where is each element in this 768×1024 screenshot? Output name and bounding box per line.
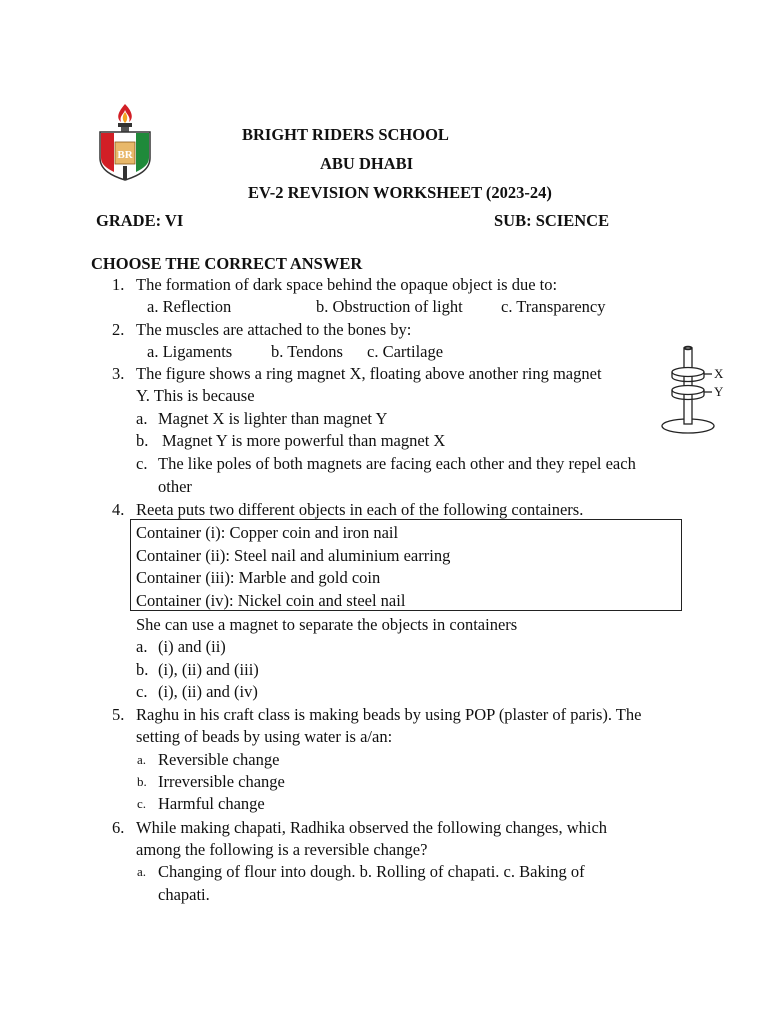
q1-number: 1. (112, 275, 125, 294)
q6-text-line2: among the following is a reversible change? (136, 840, 428, 859)
q5-option-b-letter: b. (137, 774, 147, 789)
q2-number: 2. (112, 320, 125, 339)
ring-magnet-figure (660, 344, 736, 436)
q2-option-b: b. Tendons (271, 342, 343, 361)
q2-option-c: c. Cartilage (367, 342, 444, 361)
q4-number: 4. (112, 500, 125, 519)
q6-text-line1: While making chapati, Radhika observed the following changes, which (136, 818, 608, 837)
container-3: Container (iii): Marble and gold coin (136, 568, 381, 587)
grade-label: GRADE: VI (96, 211, 184, 230)
q4-option-b-letter: b. (136, 660, 149, 679)
ring-magnet-icon (660, 344, 736, 436)
container-2: Container (ii): Steel nail and aluminium earring (136, 546, 451, 565)
q3-option-a: Magnet X is lighter than magnet Y (158, 409, 388, 428)
q4-option-a: (i) and (ii) (158, 637, 226, 656)
q3-option-c-line2: other (158, 477, 192, 496)
q3-option-c: The like poles of both magnets are facing each other and they repel each (158, 454, 636, 473)
q5-option-b: Irreversible change (158, 772, 285, 791)
q2-option-a: a. Ligaments (147, 342, 233, 361)
q3-option-b: Magnet Y is more powerful than magnet X (162, 431, 446, 450)
q3-option-a-letter: a. (136, 409, 148, 428)
container-1: Container (i): Copper coin and iron nail (136, 523, 399, 542)
q3-text-line2: Y. This is because (136, 386, 255, 405)
q3-text-line1: The figure shows a ring magnet X, floating above another ring magnet (136, 364, 602, 383)
q4-option-c-letter: c. (136, 682, 148, 701)
q1-text: The formation of dark space behind the opaque object is due to: (136, 275, 558, 294)
q3-option-c-letter: c. (136, 454, 148, 473)
container-4: Container (iv): Nickel coin and steel nail (136, 591, 406, 610)
q5-number: 5. (112, 705, 125, 724)
containers-box (130, 519, 682, 611)
q4-text: Reeta puts two different objects in each of the following containers. (136, 500, 584, 519)
q6-options-line2: chapati. (158, 885, 210, 904)
q5-option-a-letter: a. (137, 752, 147, 767)
q6-option-a-letter: a. (137, 864, 147, 879)
q6-number: 6. (112, 818, 125, 837)
school-city: ABU DHABI (320, 154, 414, 173)
section-title: CHOOSE THE CORRECT ANSWER (91, 254, 363, 273)
fig-label-x: X (714, 366, 724, 381)
q3-number: 3. (112, 364, 125, 383)
svg-text:BR: BR (117, 149, 133, 161)
q6-options-line: Changing of flour into dough. b. Rolling of chapati. c. Baking of (158, 862, 585, 881)
q5-option-c: Harmful change (158, 794, 265, 813)
q5-option-a: Reversible change (158, 750, 280, 769)
subject-label: SUB: SCIENCE (494, 211, 610, 230)
fig-label-y: Y (714, 384, 724, 399)
school-name: BRIGHT RIDERS SCHOOL (242, 125, 449, 144)
q4-option-c: (i), (ii) and (iv) (158, 682, 258, 701)
q1-option-c: c. Transparency (501, 297, 606, 316)
q1-option-a: a. Reflection (147, 297, 232, 316)
school-logo (94, 102, 156, 184)
q2-text: The muscles are attached to the bones by: (136, 320, 412, 339)
q5-text-line2: setting of beads by using water is a/an: (136, 727, 393, 746)
q1-option-b: b. Obstruction of light (316, 297, 463, 316)
q3-option-b-letter: b. (136, 431, 149, 450)
torch-shield-icon (94, 102, 156, 184)
q4-text-after: She can use a magnet to separate the objects in containers (136, 615, 518, 634)
q4-option-a-letter: a. (136, 637, 148, 656)
q5-option-c-letter: c. (137, 796, 147, 811)
q4-option-b: (i), (ii) and (iii) (158, 660, 259, 679)
q5-text-line1: Raghu in his craft class is making beads by using POP (plaster of paris). The (136, 705, 642, 724)
worksheet-title: EV-2 REVISION WORKSHEET (2023-24) (248, 183, 552, 202)
